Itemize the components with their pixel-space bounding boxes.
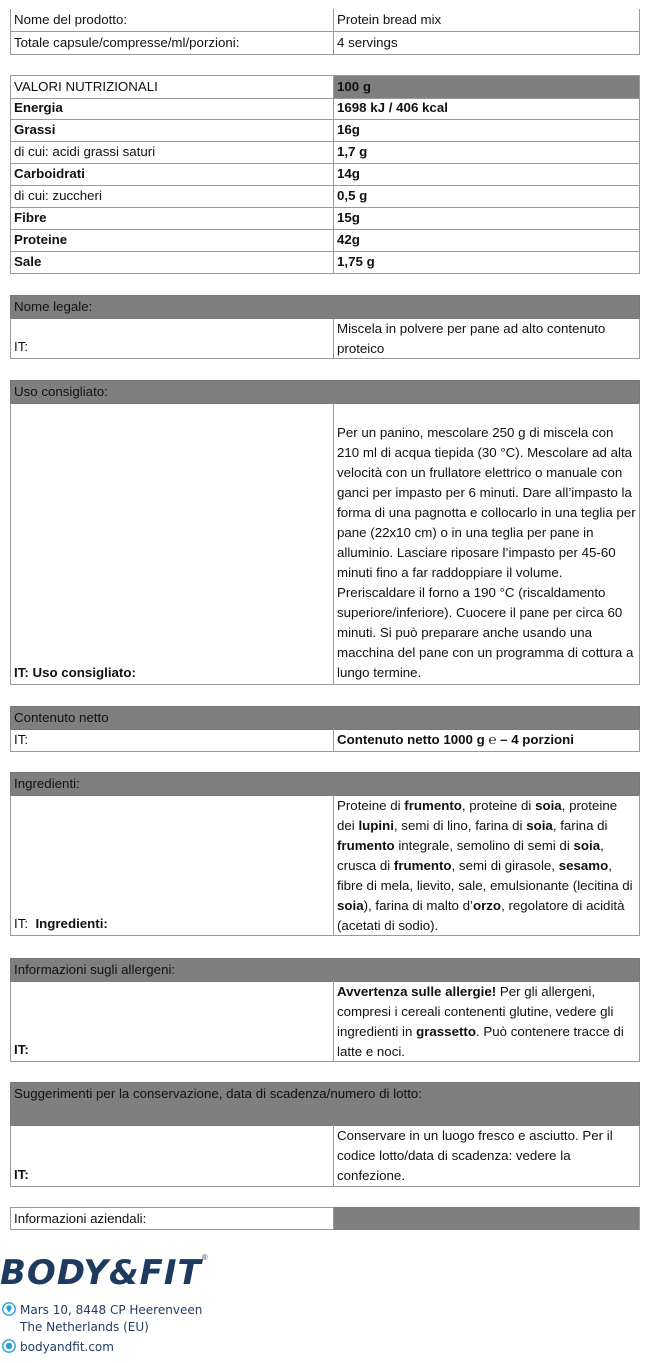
- usage-value: [334, 403, 640, 685]
- company-row: [10, 1207, 640, 1230]
- nutrition-row: [10, 185, 640, 208]
- nutrition-row-label: Fibre: [10, 207, 334, 230]
- ingredient-text: , farina di: [552, 818, 608, 833]
- product-name-label: Nome del prodotto:: [10, 9, 334, 31]
- nutrition-row-label: Carboidrati: [10, 163, 334, 186]
- ingredient-allergen: lupini: [358, 818, 394, 833]
- nutrition-row: [10, 229, 640, 252]
- net-content-label: IT:: [10, 729, 334, 752]
- ingredient-text: , semi di lino, farina di: [393, 818, 527, 833]
- nutrition-row-value: 1698 kJ / 406 kcal: [334, 97, 640, 120]
- net-content-header: Contenuto netto: [10, 706, 640, 730]
- nutrition-header-label: VALORI NUTRIZIONALI: [10, 75, 334, 99]
- nutrition-row: [10, 141, 640, 164]
- net-content-row: [10, 729, 640, 752]
- ingredient-text: ), farina di malto d’: [363, 898, 473, 913]
- ingredient-text: , regolatore di acidità (acetati di sodio).: [337, 898, 625, 933]
- usage-label: IT: Uso consigliato:: [10, 403, 334, 685]
- nutrition-row-value: 0,5 g: [334, 185, 640, 208]
- ingredient-allergen: frumento: [337, 838, 395, 853]
- product-name-row: [10, 9, 640, 31]
- nutrition-row-value: 15g: [334, 207, 640, 230]
- storage-value: Conservare in un luogo fresco e asciutto. Per il codice lotto/data di scadenza: vedere la confezione.: [334, 1125, 640, 1187]
- nutrition-row: [10, 207, 640, 230]
- legal-name-value: Miscela in polvere per pane ad alto contenuto proteico: [334, 318, 640, 359]
- brand-logo: [0, 1253, 208, 1293]
- servings-label: Totale capsule/compresse/ml/porzioni:: [10, 31, 334, 55]
- nutrition-row: [10, 97, 640, 120]
- allergens-value: [334, 981, 640, 1062]
- ingredients-row: [10, 795, 640, 936]
- nutrition-row-value: 1,75 g: [334, 251, 640, 274]
- brand-name: BODY&FIT: [0, 1253, 202, 1293]
- ingredients-label-prefix: IT:: [14, 916, 29, 931]
- storage-label: IT:: [10, 1125, 334, 1187]
- allergens-warning: Avvertenza sulle allergie!: [337, 984, 497, 999]
- ingredient-allergen: frumento: [393, 858, 452, 873]
- storage-row: [10, 1125, 640, 1187]
- legal-name-row: [10, 318, 640, 359]
- address-block: [2, 1302, 202, 1336]
- ingredient-allergen: soia: [337, 898, 364, 913]
- website-link[interactable]: bodyandfit.com: [20, 1340, 114, 1354]
- address-line-2: The Netherlands (EU): [20, 1320, 149, 1334]
- location-pin-icon: [2, 1302, 16, 1316]
- company-value-cell: [334, 1207, 640, 1230]
- ingredient-text: , crusca di: [337, 838, 604, 873]
- ingredients-header: Ingredienti:: [10, 772, 640, 796]
- ingredient-allergen: frumento: [404, 798, 462, 813]
- nutrition-row-label: Sale: [10, 251, 334, 274]
- ingredients-label: [10, 795, 334, 936]
- usage-text: Per un panino, mescolare 250 g di miscela con 210 ml di acqua tiepida (30 °C). Mescolare ad alta velocità con un frullatore elettrico o manuale con ganci per impasto per 6 minuti. Dare all’impasto la forma di una pagnotta e collocarlo in una teglia per pane (22x10 cm) o in una teglia per pane in alluminio. Lasciare riposare l’impasto per 45-60 minuti fino a far raddoppiare il volume. Preriscaldare il forno a 190 °C (riscaldamento superiore/inferiore). Cuocere il pane per circa 60 minuti. Si può preparare anche usando una macchina del pane con un programma di cottura a lungo termine.: [337, 425, 636, 680]
- allergens-header: Informazioni sugli allergeni:: [10, 958, 640, 982]
- nutrition-row: [10, 163, 640, 186]
- allergens-text-2: . Può contenere tracce di latte e noci.: [337, 1024, 624, 1059]
- allergens-text-1: Per gli allergeni, compresi i cereali contenenti glutine, vedere gli ingredienti in: [337, 984, 614, 1039]
- nutrition-header-row: [10, 75, 640, 99]
- registered-mark: ®: [201, 1253, 208, 1262]
- ingredient-allergen: sesamo: [558, 858, 609, 873]
- nutrition-row-label: di cui: zuccheri: [10, 185, 334, 208]
- website-block: [2, 1339, 114, 1356]
- address-line-1: Mars 10, 8448 CP Heerenveen: [20, 1303, 203, 1317]
- ingredients-label-bold: Ingredienti:: [35, 916, 108, 931]
- ingredient-text: Proteine di: [337, 798, 405, 813]
- legal-name-label: IT:: [10, 318, 334, 359]
- nutrition-row-value: 16g: [334, 119, 640, 142]
- allergens-row: [10, 981, 640, 1062]
- servings-row: [10, 31, 640, 55]
- ingredient-allergen: soia: [573, 838, 601, 853]
- ingredient-text: integrale, semolino di semi di: [394, 838, 574, 853]
- nutrition-row: [10, 119, 640, 142]
- ingredient-text: , proteine dei: [337, 798, 618, 833]
- globe-icon: [2, 1339, 16, 1353]
- nutrition-row-label: Energia: [10, 97, 334, 120]
- nutrition-row: [10, 251, 640, 274]
- nutrition-header-value: 100 g: [334, 75, 640, 99]
- ingredient-text: , proteine di: [461, 798, 536, 813]
- nutrition-row-value: 42g: [334, 229, 640, 252]
- ingredient-text: , fibre di mela, lievito, sale, emulsionante (lecitina di: [337, 858, 633, 893]
- servings-value: 4 servings: [334, 31, 640, 55]
- nutrition-row-label: Proteine: [10, 229, 334, 252]
- usage-header: Uso consigliato:: [10, 380, 640, 404]
- company-label: Informazioni aziendali:: [10, 1207, 334, 1230]
- product-name-value: Protein bread mix: [334, 9, 640, 31]
- ingredient-allergen: soia: [526, 818, 553, 833]
- allergens-label: IT:: [10, 981, 334, 1062]
- net-content-value: Contenuto netto 1000 g ℮ – 4 porzioni: [334, 729, 640, 752]
- ingredient-text: , semi di girasole,: [451, 858, 559, 873]
- nutrition-row-label: di cui: acidi grassi saturi: [10, 141, 334, 164]
- ingredient-allergen: soia: [535, 798, 562, 813]
- ingredient-allergen: orzo: [472, 898, 502, 913]
- storage-header: Suggerimenti per la conservazione, data di scadenza/numero di lotto:: [10, 1082, 640, 1126]
- allergens-bold-word: grassetto: [416, 1024, 476, 1039]
- usage-row: [10, 403, 640, 685]
- nutrition-row-label: Grassi: [10, 119, 334, 142]
- nutrition-row-value: 1,7 g: [334, 141, 640, 164]
- nutrition-row-value: 14g: [334, 163, 640, 186]
- legal-name-header: Nome legale:: [10, 295, 640, 319]
- ingredients-value: [334, 795, 640, 936]
